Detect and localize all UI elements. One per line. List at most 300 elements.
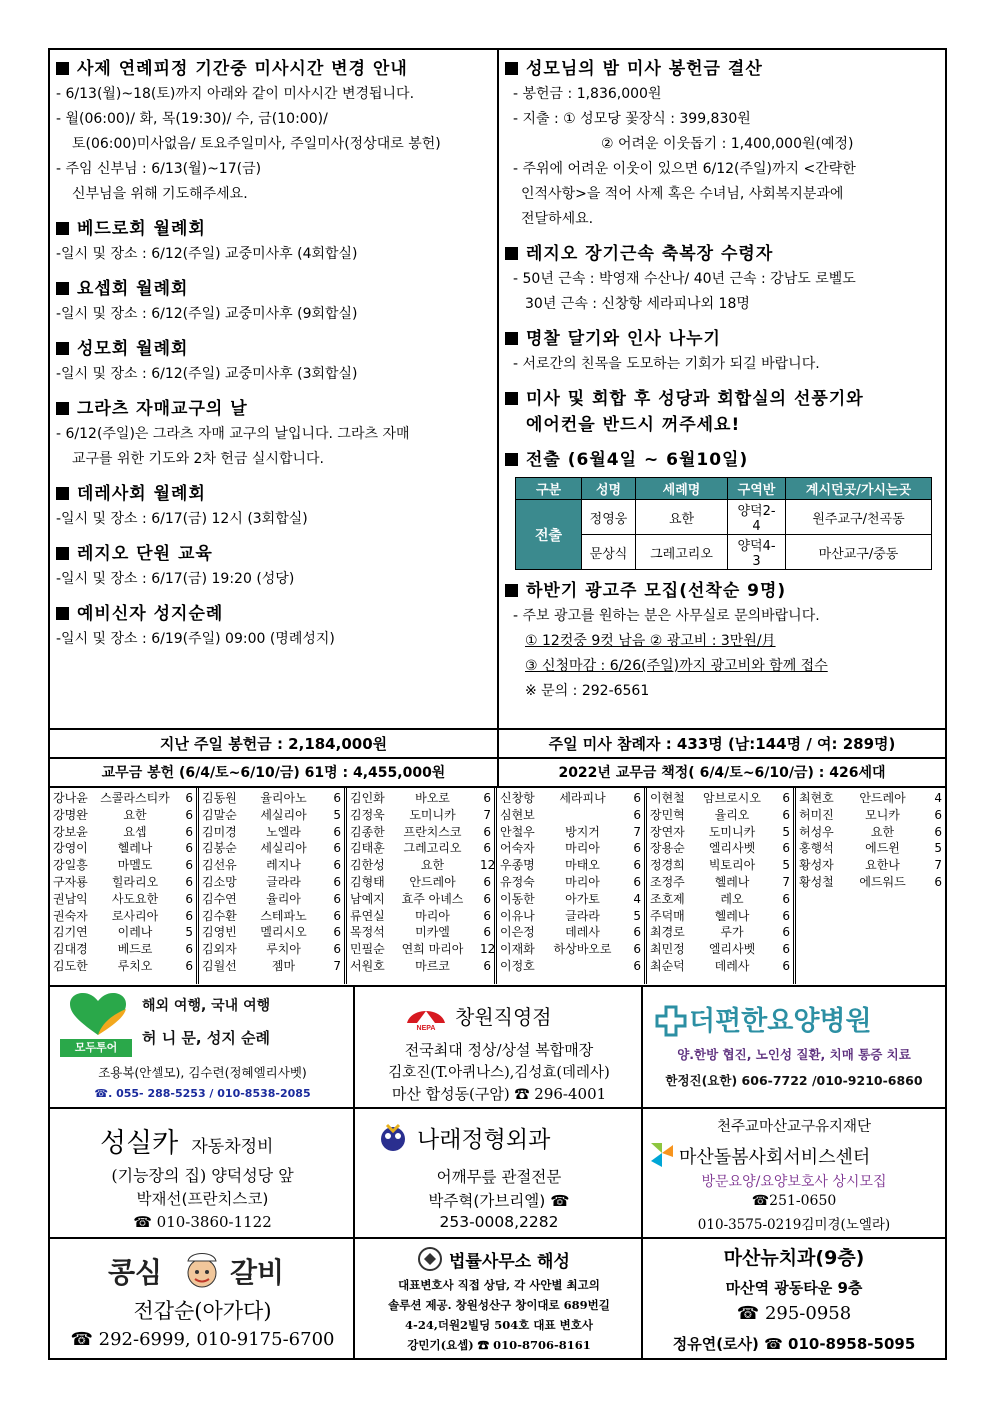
donor-count: 7 xyxy=(782,874,790,889)
modutour-brand: 모두투어 xyxy=(60,1039,132,1057)
donor-count: 6 xyxy=(483,791,491,805)
donor-count: 6 xyxy=(483,958,491,973)
donor-count: 6 xyxy=(633,841,641,856)
donor-name: 목정석 xyxy=(350,925,385,940)
ad-law-office: 법률사무소 해성 대표변호사 직접 상담, 각 사안별 최고의 솔루션 제공. 창원성산구 창이대로 689번길 4-24,더원2빌딩 504호 대표 변호사 강민기(요셉) ☎ 010-8706-8161 xyxy=(355,1239,643,1360)
hospital-cross-icon xyxy=(655,1005,687,1037)
donor-name: 우종명 xyxy=(500,858,535,873)
donor-baptismal-name: 안드레아 xyxy=(409,874,456,889)
ad-nepa: NEPA 창원직영점 전국최대 정상/상설 복합매장 김호진(T.아퀴나스),김성효(데레사) 마산 합성동(구암) ☎ 296-4001 xyxy=(355,987,643,1107)
donor-row xyxy=(50,924,196,941)
donor-count: 5 xyxy=(934,841,942,856)
donor-baptismal-name: 세실리아 xyxy=(260,841,307,856)
last-sunday-offering: 지난 주일 봉헌금 : 2,184,000원 xyxy=(50,730,499,757)
donor-count: 5 xyxy=(633,908,641,923)
donor-row xyxy=(796,824,945,841)
donor-row xyxy=(199,840,344,857)
donor-count: 5 xyxy=(782,824,790,839)
notice-legion-award: 레지오 장기근속 축복장 수령자 - 50년 근속 : 박영재 수산나/ 40년 근속 : 강남도 로벨도 30년 근속 : 신창항 세라피나외 18명 xyxy=(505,241,941,317)
donor-name: 김미경 xyxy=(202,824,237,839)
table-row: 전출 정영웅 요한 양덕2-4 원주교구/천곡동 xyxy=(516,500,932,535)
donor-row xyxy=(497,958,644,975)
diocese-summary-band xyxy=(50,757,945,786)
donor-count: 6 xyxy=(633,807,641,822)
donor-row xyxy=(347,840,494,857)
notice-peter-meeting: 베드로회 월례회 -일시 및 장소 : 6/12(주일) 교중미사후 (4회합실) xyxy=(56,219,358,262)
donor-row xyxy=(347,790,494,807)
donor-baptismal-name: 마태오 xyxy=(565,858,600,873)
donor-row xyxy=(50,807,196,824)
donor-baptismal-name: 젬마 xyxy=(271,958,296,973)
donor-row xyxy=(50,824,196,841)
donor-row xyxy=(347,857,494,874)
donor-row xyxy=(497,908,644,925)
donor-baptismal-name: 방지거 xyxy=(565,824,600,839)
donor-baptismal-name: 마리아 xyxy=(415,908,450,923)
donor-baptismal-name: 힐라리오 xyxy=(111,874,159,889)
donor-count: 6 xyxy=(633,874,641,889)
donor-name: 민필순 xyxy=(350,942,385,957)
donor-row xyxy=(199,941,344,958)
donor-baptismal-name: 빅토리아 xyxy=(708,858,756,873)
donor-baptismal-name: 율리아 xyxy=(266,891,301,906)
donor-count: 6 xyxy=(333,891,341,906)
donor-row xyxy=(50,874,196,891)
donor-name: 서원호 xyxy=(350,958,385,973)
donor-baptismal-name: 헬레나 xyxy=(714,874,750,889)
law-office-logo-icon xyxy=(417,1247,443,1271)
donor-row xyxy=(796,840,945,857)
donor-baptismal-name: 하상바오로 xyxy=(553,942,612,957)
donor-name: 이은정 xyxy=(500,925,535,940)
donor-name: 홍행석 xyxy=(799,841,834,856)
donor-baptismal-name: 멜리시오 xyxy=(260,925,307,940)
bullet-square-icon xyxy=(56,607,69,620)
donor-count: 6 xyxy=(185,942,193,957)
donor-row xyxy=(647,941,793,958)
donor-name: 김수환 xyxy=(202,908,237,923)
donor-count: 6 xyxy=(333,942,341,957)
bullet-square-icon xyxy=(56,62,69,75)
right-column xyxy=(499,50,945,728)
donor-count: 6 xyxy=(483,925,491,940)
bullet-square-icon xyxy=(56,487,69,500)
donor-name: 김수연 xyxy=(202,891,237,906)
donor-count: 6 xyxy=(185,824,193,839)
donor-row xyxy=(50,908,196,925)
donor-name: 조호제 xyxy=(650,891,685,906)
donor-name: 김대경 xyxy=(53,942,88,957)
donor-name: 김형태 xyxy=(350,874,385,889)
donor-baptismal-name: 글라라 xyxy=(266,874,301,889)
donor-row xyxy=(199,908,344,925)
bullet-square-icon xyxy=(56,402,69,415)
donor-count: 6 xyxy=(333,791,341,805)
donor-count: 12 xyxy=(480,858,496,873)
donor-count: 6 xyxy=(185,807,193,822)
donor-baptismal-name: 헬레나 xyxy=(714,908,750,923)
notice-advertisers: 하반기 광고주 모집(선착순 9명) - 주보 광고를 원하는 분은 사무실로 문의바랍니다. ① 12컷중 9컷 남음 ② 광고비 : 3만원/月 ③ 신청마감 : 6/26(주일)까지 광고비와 함께 접수 ※ 문의 : 292-6561 xyxy=(505,578,941,704)
donor-list xyxy=(50,786,945,984)
donor-row xyxy=(647,874,793,891)
table-row: 문상식 그레고리오 양덕4-3 마산교구/중동 xyxy=(516,535,932,570)
donor-name: 김한성 xyxy=(350,858,385,873)
notice-transfer-out: 전출 (6월4일 ~ 6월10일) 구분 성명 세례명 구역반 계시던곳/가시는곳 전출 정영웅 요한 양덕2-4 원주교구/천곡동 문상식 그레고리오 양덕4-3 마산교구/중동 xyxy=(505,447,941,570)
donor-column xyxy=(796,788,945,984)
donor-baptismal-name: 루치오 xyxy=(117,958,153,973)
donor-row xyxy=(647,857,793,874)
ads-row-1 xyxy=(50,985,945,1107)
notice-teresa-meeting: 데레사회 월례회 -일시 및 장소 : 6/17(금) 12시 (3회합실) xyxy=(56,484,308,527)
donor-row xyxy=(796,857,945,874)
donor-name: 권숙자 xyxy=(53,908,88,923)
donor-row xyxy=(347,807,494,824)
donor-row xyxy=(199,891,344,908)
donor-count: 6 xyxy=(782,958,790,973)
donor-count: 6 xyxy=(483,824,491,839)
care-center-logo-icon xyxy=(647,1141,677,1169)
donor-baptismal-name: 마멜도 xyxy=(117,858,153,873)
ad-modutour: 모두투어 해외 여행, 국내 여행 허 니 문, 성지 순례 조용복(안셀모), 김수련(정혜엘리사벳) ☎. 055- 288-5253 / 010-8538-2085 xyxy=(50,987,355,1107)
donor-name: 김인화 xyxy=(350,791,385,805)
donor-count: 6 xyxy=(782,942,790,957)
donor-name: 김선유 xyxy=(202,858,237,873)
donor-baptismal-name: 에드윈 xyxy=(865,841,900,856)
bullet-square-icon xyxy=(505,332,518,345)
diocese-offering: 교무금 봉헌 (6/4/토~6/10/금) 61명 : 4,455,000원 xyxy=(50,759,499,786)
donor-count: 6 xyxy=(633,791,641,805)
donor-baptismal-name: 마리아 xyxy=(565,874,600,889)
donor-baptismal-name: 스콜라스티카 xyxy=(100,791,170,805)
donor-baptismal-name: 로사리아 xyxy=(111,908,159,923)
donor-row xyxy=(497,807,644,824)
donor-name: 황성철 xyxy=(799,874,834,889)
donor-baptismal-name: 도미니카 xyxy=(708,824,756,839)
offering-summary-band xyxy=(50,728,945,757)
notice-mary-night-offering: 성모님의 밤 미사 봉헌금 결산 - 봉헌금 : 1,836,000원 - 지출 : ① 성모당 꽃장식 : 399,830원 ② 어려운 이웃돕기 : 1,400,000원(예정) - 주위에 어려운 이웃이 있으면 6/12(주일)까지 <간략한 인적사항>을 적어 사제 혹은 수녀님, 사회복지분과에 전달하세요. xyxy=(505,56,941,232)
donor-name: 김태훈 xyxy=(350,841,385,856)
modutour-heart-logo-icon xyxy=(68,993,128,1037)
donor-column xyxy=(347,788,497,984)
donor-row xyxy=(199,857,344,874)
notice-legion-education: 레지오 단원 교육 -일시 및 장소 : 6/17(금) 19:20 (성당) xyxy=(56,544,295,587)
donor-row xyxy=(199,874,344,891)
donor-name: 김봉순 xyxy=(202,841,237,856)
donor-name: 김기연 xyxy=(53,925,88,940)
donor-baptismal-name: 프란치스코 xyxy=(403,824,462,839)
donor-row xyxy=(647,924,793,941)
chef-mascot-icon xyxy=(180,1251,224,1289)
donor-name: 강영이 xyxy=(53,841,88,856)
kongsim-logo-text: 콩심 xyxy=(108,1256,163,1289)
donor-count: 7 xyxy=(483,807,491,822)
donor-baptismal-name: 이레나 xyxy=(117,925,153,940)
donor-count: 6 xyxy=(633,858,641,873)
donor-baptismal-name: 마르코 xyxy=(415,958,450,973)
donor-baptismal-name: 요한 xyxy=(420,858,445,873)
donor-count: 6 xyxy=(782,891,790,906)
donor-column xyxy=(647,788,796,984)
donor-count: 6 xyxy=(483,874,491,889)
donor-row xyxy=(497,924,644,941)
donor-row xyxy=(347,908,494,925)
donor-count: 6 xyxy=(333,874,341,889)
donor-baptismal-name: 요한나 xyxy=(865,858,900,873)
donor-name: 강명완 xyxy=(53,807,88,822)
donor-row xyxy=(199,807,344,824)
bullet-square-icon xyxy=(56,282,69,295)
donor-baptismal-name: 베드로 xyxy=(117,942,153,957)
donor-name: 이유나 xyxy=(500,908,535,923)
donor-name: 강보윤 xyxy=(53,824,88,839)
donor-name: 허성우 xyxy=(799,824,834,839)
donor-baptismal-name: 루치아 xyxy=(266,942,301,957)
donor-row xyxy=(647,790,793,807)
donor-count: 6 xyxy=(483,908,491,923)
donor-count: 6 xyxy=(333,841,341,856)
donor-baptismal-name: 율리오 xyxy=(714,807,750,822)
donor-baptismal-name: 헬레나 xyxy=(117,841,153,856)
donor-baptismal-name: 엘리사벳 xyxy=(708,841,756,856)
donor-count: 7 xyxy=(934,858,942,873)
donor-row xyxy=(347,874,494,891)
donor-name: 구자룡 xyxy=(53,874,88,889)
bullet-square-icon xyxy=(56,222,69,235)
donor-name: 이재화 xyxy=(500,942,535,957)
donor-count: 5 xyxy=(782,858,790,873)
diocese-registration: 2022년 교무금 책정( 6/4/토~6/10/금) : 426세대 xyxy=(558,765,886,781)
donor-row xyxy=(50,958,196,975)
ad-masan-care-center: 천주교마산교구유지재단 마산돌봄사회서비스센터 방문요양/요양보호사 상시모집 ☎251-0650 010-3575-0219김미경(노엘라) xyxy=(643,1109,945,1237)
bullet-square-icon xyxy=(505,247,518,260)
donor-count: 6 xyxy=(782,791,790,805)
donor-row xyxy=(347,958,494,975)
ads-row-2 xyxy=(50,1107,945,1237)
donor-baptismal-name: 데레사 xyxy=(565,925,600,940)
mass-attendance: 주일 미사 참례자 : 433명 (남:144명 / 여: 289명) xyxy=(548,735,896,753)
donor-name: 안철우 xyxy=(500,824,535,839)
galbi-logo-text: 갈비 xyxy=(230,1256,285,1289)
donor-row xyxy=(347,941,494,958)
donor-row xyxy=(199,924,344,941)
donor-name: 황성자 xyxy=(799,858,834,873)
donor-name: 심현보 xyxy=(500,807,535,822)
donor-count: 4 xyxy=(633,891,641,906)
donor-name: 류연실 xyxy=(350,908,385,923)
donor-baptismal-name: 루가 xyxy=(720,925,744,940)
donor-row xyxy=(497,840,644,857)
donor-count: 4 xyxy=(934,791,942,805)
donor-baptismal-name: 엘리사벳 xyxy=(708,942,756,957)
donor-baptismal-name: 미카엘 xyxy=(415,925,450,940)
donor-row xyxy=(50,941,196,958)
donor-count: 6 xyxy=(185,908,193,923)
donor-row xyxy=(497,941,644,958)
donor-row xyxy=(796,807,945,824)
donor-count: 6 xyxy=(483,891,491,906)
donor-baptismal-name: 에드워드 xyxy=(859,874,906,889)
donor-baptismal-name: 글라라 xyxy=(565,908,600,923)
donor-baptismal-name: 요셉 xyxy=(123,824,147,839)
donor-baptismal-name: 도미니카 xyxy=(409,807,456,822)
donor-baptismal-name: 레지나 xyxy=(266,858,301,873)
nepa-brand-text: NEPA xyxy=(416,1025,436,1031)
donor-name: 김영빈 xyxy=(202,925,237,940)
donor-name: 장용순 xyxy=(650,841,685,856)
donor-name: 이동한 xyxy=(500,891,535,906)
donor-row xyxy=(647,807,793,824)
donor-name: 김월선 xyxy=(202,958,237,973)
donor-column xyxy=(199,788,347,984)
donor-row xyxy=(497,857,644,874)
transfer-table xyxy=(515,477,932,570)
donor-baptismal-name: 바오로 xyxy=(415,791,450,805)
donor-count: 6 xyxy=(333,858,341,873)
table-header-row: 구분 성명 세례명 구역반 계시던곳/가시는곳 xyxy=(516,478,932,500)
ad-seongsilcar: 성실카 자동차정비 (기능장의 집) 양덕성당 앞 박재선(프란치스코) ☎ 010-3860-1122 xyxy=(50,1109,355,1237)
donor-count: 5 xyxy=(333,807,341,822)
bullet-square-icon xyxy=(56,342,69,355)
donor-name: 최민정 xyxy=(650,942,685,957)
bulletin-frame xyxy=(48,48,947,1360)
ad-narae-orthopedics: 나래정형외과 어깨무릎 관절전문 박주혁(가브리엘) ☎ 253-0008,2282 xyxy=(355,1109,643,1237)
donor-row xyxy=(50,790,196,807)
bullet-square-icon xyxy=(56,547,69,560)
donor-baptismal-name: 그레고리오 xyxy=(403,841,462,856)
notice-pilgrimage: 예비신자 성지순례 -일시 및 장소 : 6/19(주일) 09:00 (명례성지) xyxy=(56,604,335,647)
bullet-square-icon xyxy=(505,584,518,597)
donor-name: 김종한 xyxy=(350,824,385,839)
donor-name: 최순덕 xyxy=(650,958,685,973)
donor-name: 김말순 xyxy=(202,807,237,822)
donor-row xyxy=(347,891,494,908)
narae-logo-icon xyxy=(377,1121,409,1155)
donor-count: 7 xyxy=(333,958,341,973)
donor-baptismal-name: 사도요한 xyxy=(111,891,159,906)
left-column xyxy=(50,50,499,728)
donor-column xyxy=(50,788,199,984)
donor-name: 김도한 xyxy=(53,958,88,973)
donor-count: 6 xyxy=(333,925,341,940)
donor-row xyxy=(647,908,793,925)
donor-baptismal-name: 효주 아녜스 xyxy=(401,891,464,906)
donor-row xyxy=(497,824,644,841)
donor-count: 6 xyxy=(782,925,790,940)
donor-name: 김동원 xyxy=(202,791,237,805)
donor-row xyxy=(647,891,793,908)
donor-baptismal-name: 모니카 xyxy=(865,807,900,822)
donor-count: 12 xyxy=(480,942,496,957)
donor-count: 6 xyxy=(782,908,790,923)
donor-baptismal-name xyxy=(535,958,630,975)
donor-name: 허미진 xyxy=(799,807,834,822)
donor-baptismal-name: 노엘라 xyxy=(266,824,301,839)
donor-name: 유정숙 xyxy=(500,874,535,889)
notice-mother-meeting: 성모회 월례회 -일시 및 장소 : 6/12(주일) 교중미사후 (3회합실) xyxy=(56,339,358,382)
donor-baptismal-name: 세실리아 xyxy=(260,807,307,822)
donor-name: 이정호 xyxy=(500,958,535,973)
donor-count: 6 xyxy=(333,908,341,923)
donor-name: 남예지 xyxy=(350,891,385,906)
donor-count: 6 xyxy=(934,824,942,839)
donor-row xyxy=(497,874,644,891)
donor-row xyxy=(796,874,945,891)
notice-turn-off-fans: 미사 및 회합 후 성당과 회합실의 선풍기와 에어컨을 반드시 꺼주세요! xyxy=(505,386,941,438)
donor-baptismal-name: 스테파노 xyxy=(260,908,307,923)
donor-name: 권남익 xyxy=(53,891,88,906)
donor-baptismal-name: 율리아노 xyxy=(260,791,307,805)
ad-masan-new-dental: 마산뉴치과(9층) 마산역 광동타운 9층 ☎ 295-0958 정유연(로사) ☎ 010-8958-5095 xyxy=(672,1247,916,1353)
ad-hospital: 더편한요양병원 양.한방 협진, 노인성 질환, 치매 통증 치료 한정진(요한) 606-7722 /010-9210-6860 xyxy=(643,987,945,1107)
nepa-logo-icon xyxy=(403,1001,449,1031)
donor-count: 6 xyxy=(185,858,193,873)
donor-count: 6 xyxy=(185,891,193,906)
donor-name: 김소망 xyxy=(202,874,237,889)
bullet-square-icon xyxy=(505,62,518,75)
donor-row xyxy=(497,790,644,807)
donor-row xyxy=(50,857,196,874)
donor-baptismal-name: 세라피나 xyxy=(559,791,606,805)
donor-count: 6 xyxy=(633,925,641,940)
donor-name: 어숙자 xyxy=(500,841,535,856)
donor-name: 주덕매 xyxy=(650,908,685,923)
bullet-square-icon xyxy=(505,392,518,405)
donor-baptismal-name xyxy=(535,807,630,824)
donor-count: 6 xyxy=(633,942,641,957)
donor-count: 6 xyxy=(782,841,790,856)
donor-name: 신창항 xyxy=(500,791,535,805)
donor-row xyxy=(647,824,793,841)
notice-joseph-meeting: 요셉회 월례회 -일시 및 장소 : 6/12(주일) 교중미사후 (9회합실) xyxy=(56,279,358,322)
donor-row xyxy=(647,958,793,975)
donor-count: 6 xyxy=(934,874,942,889)
donor-count: 6 xyxy=(633,958,641,973)
donor-row xyxy=(647,840,793,857)
donor-baptismal-name: 아가토 xyxy=(565,891,600,906)
donor-baptismal-name: 마리아 xyxy=(565,841,600,856)
donor-row xyxy=(199,824,344,841)
donor-name: 최경로 xyxy=(650,925,685,940)
donor-count: 6 xyxy=(185,958,193,973)
donor-baptismal-name: 연희 마리아 xyxy=(401,942,464,957)
donor-row xyxy=(796,790,945,807)
bullet-square-icon xyxy=(505,453,518,466)
donor-count: 6 xyxy=(185,791,193,805)
ad-kongsim-galbi: 콩심 갈비 전갑순(아가다) ☎ 292-6999, 010-9175-6700 xyxy=(50,1239,355,1360)
donor-row xyxy=(497,891,644,908)
ads-row-3 xyxy=(50,1237,945,1360)
donor-name: 김정욱 xyxy=(350,807,385,822)
donor-row xyxy=(347,924,494,941)
donor-count: 6 xyxy=(934,807,942,822)
donor-baptismal-name: 레오 xyxy=(720,891,744,906)
donor-count: 7 xyxy=(633,824,641,839)
notice-graz-day: 그라츠 자매교구의 날 - 6/12(주일)은 그라츠 자매 교구의 날입니다. 그라츠 자매 교구를 위한 기도와 2차 헌금 실시합니다. xyxy=(56,399,410,467)
donor-baptismal-name: 안드레아 xyxy=(859,791,906,805)
donor-count: 6 xyxy=(185,841,193,856)
donor-name: 정경희 xyxy=(650,858,685,873)
donor-baptismal-name: 암브로시오 xyxy=(703,791,761,805)
donor-count: 6 xyxy=(483,841,491,856)
donor-name: 이현철 xyxy=(650,791,685,805)
donor-baptismal-name: 데레사 xyxy=(714,958,750,973)
donor-column xyxy=(497,788,647,984)
donor-count: 5 xyxy=(185,925,193,940)
donor-count: 6 xyxy=(185,874,193,889)
donor-name: 장연자 xyxy=(650,824,685,839)
donor-row xyxy=(50,891,196,908)
notice-nametag: 명찰 달기와 인사 나누기 - 서로간의 친목을 도모하는 기회가 되길 바랍니다. xyxy=(505,326,941,377)
